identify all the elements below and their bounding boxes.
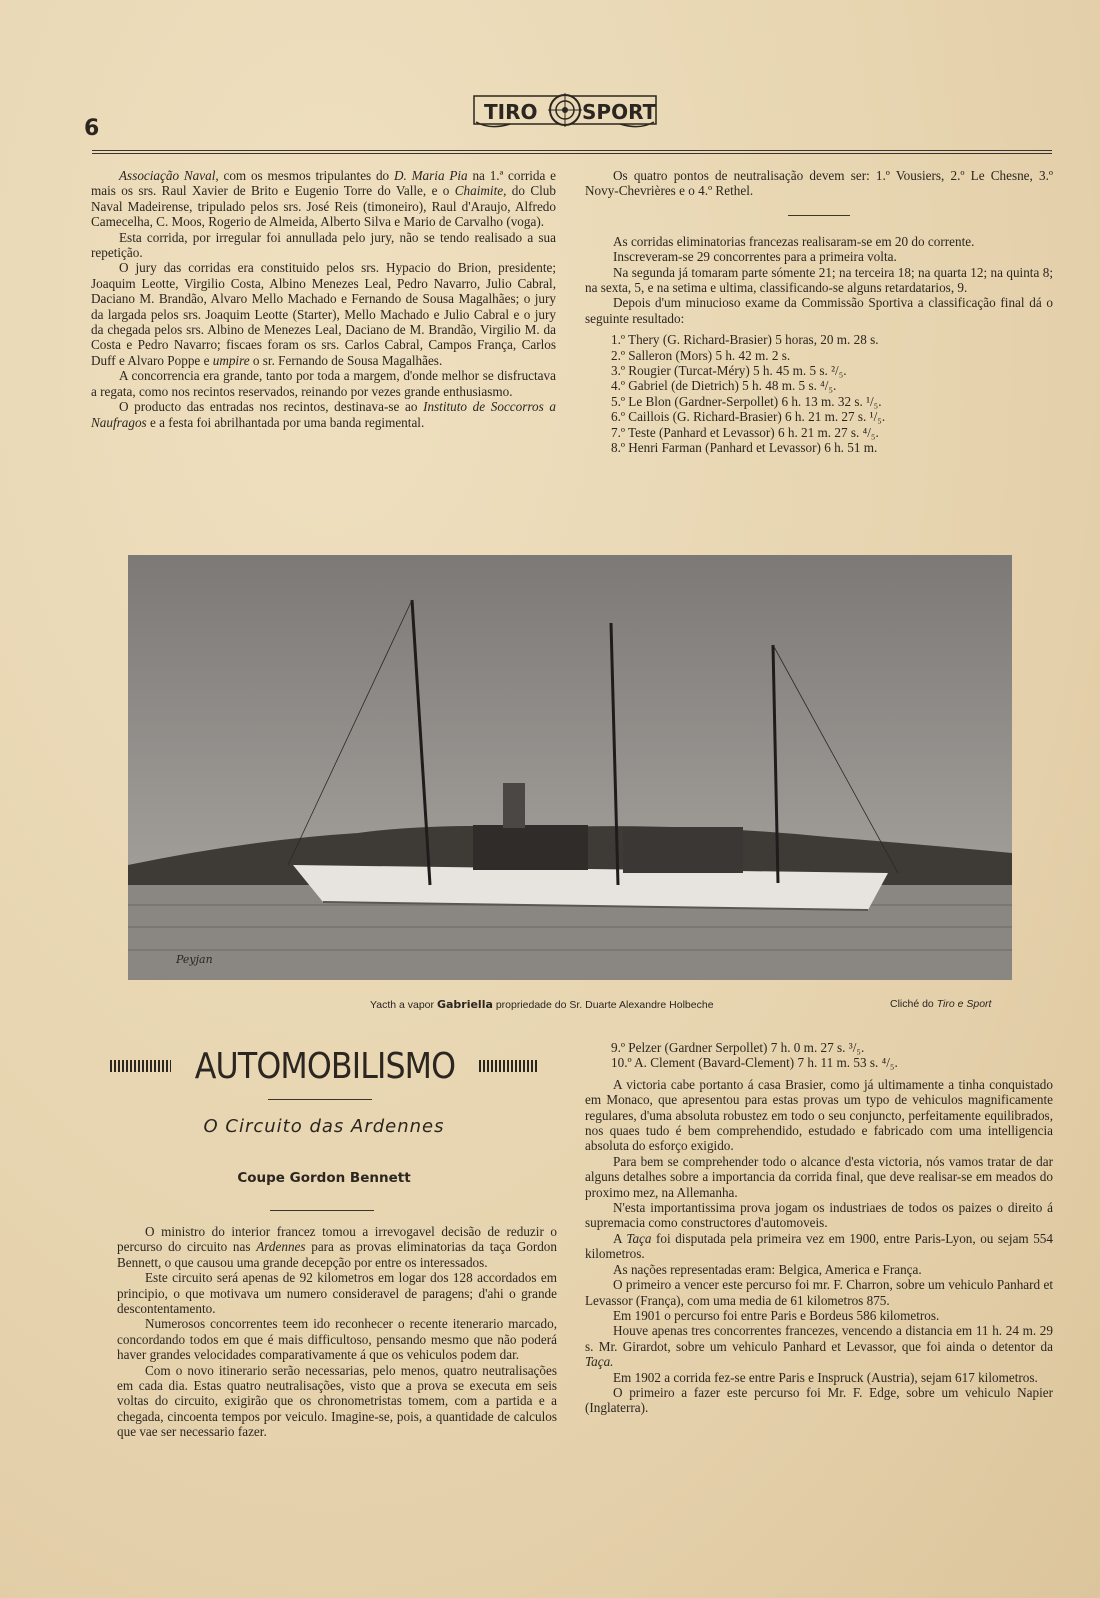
title-rule <box>268 1099 372 1100</box>
result-entry: 10.º A. Clement (Bavard-Clement) 7 h. 11 m. 53 s. ⁴/₅. <box>611 1055 898 1071</box>
paragraph: Houve apenas tres concorrentes francezes, vencendo a distancia em 11 h. 24 m. 29 s. Mr. Girardot, sobre um vehiculo Panhard et Levassor, que foi ainda o detentor da Taça. <box>585 1323 1053 1370</box>
bottom-left-column <box>117 1224 557 1440</box>
caption-prefix: Yacth a vapor <box>370 999 435 1011</box>
paragraph: O producto das entradas nos recintos, destinava-se ao Instituto de Soccorros a Naufragos e a festa foi abrilhantada por uma banda regimental. <box>91 399 556 430</box>
paragraph: Inscreveram-se 29 concorrentes para a primeira volta. <box>613 249 897 265</box>
svg-text:SPORT: SPORT <box>582 100 657 124</box>
result-entry: 2.º Salleron (Mors) 5 h. 42 m. 2 s. <box>611 347 791 363</box>
section-title: AUTOMOBILISMO <box>194 1045 456 1087</box>
credit-prefix: Cliché do <box>890 998 934 1010</box>
paragraph: Esta corrida, por irregular foi annullada pelo jury, não se tendo realisado a sua repetição. <box>91 229 556 261</box>
result-entry: 4.º Gabriel (de Dietrich) 5 h. 48 m. 5 s. ⁴/₅. <box>611 378 837 394</box>
heading-ornament-right <box>479 1060 538 1072</box>
results-list <box>611 332 1053 455</box>
paragraph: Com o novo itinerario serão necessarias, pelo menos, quatro neutralisações em cada dia. Estas quatro neutralisações, visto que a prova se executa em seis voltas do circuito, exigirão que os chronometristas tomem, com a partida e a chegada, cincoenta tempos por veiculo. Imagine-se, pois, a quantidade de calculos que vae ser necessario fazer. <box>117 1362 557 1440</box>
top-right-column <box>585 168 1053 456</box>
header-rule-2 <box>92 153 1052 154</box>
header-rule <box>92 150 1052 151</box>
paragraph: O jury das corridas era constituido pelos srs. Hypacio do Brion, presidente; Joaquim Leotte, Virgilio Costa, Albino Menezes Leal, Pedro Navarro, Julio Cabral, Daciano M. Brandão, Alvaro Mello Machado e Fernando de Sousa Magalhães; o jury da largada pelos srs. Joaquim Leotte (Starter), Mello Machado e Julio Cabral e o jury da chegada pelos srs. Albino de Menezes Leal, Daciano de M. Brandão, Virgilio M. da Costa e Pedro Navarro; fiscaes foram os srs. Carlos Cabral, Campos França, Carlos Duff e Alvaro Poppe e umpire o sr. Fernando de Sousa Magalhães. <box>91 260 556 368</box>
result-entry: 9.º Pelzer (Gardner Serpollet) 7 h. 0 m. 27 s. ³/₅. <box>611 1040 865 1055</box>
result-entry: 5.º Le Blon (Gardner-Serpollet) 6 h. 13 m. 32 s. ¹/₅. <box>611 393 882 409</box>
paragraph: Para bem se comprehender todo o alcance d'esta victoria, nós vamos tratar de dar alguns detalhes sobre a importancia da corrida final, que deve realisar-se em meados do proximo mez, na Allemanha. <box>585 1153 1053 1200</box>
paragraph: Este circuito será apenas de 92 kilometros em logar dos 128 accordados em principio, o que motivava um numero consideravel de paragens; d'ahi o grande descontentamento. <box>117 1270 557 1317</box>
paragraph: O primeiro a vencer este percurso foi mr. F. Charron, sobre um vehiculo Panhard et Levassor (França), com uma media de 61 kilometros 875. <box>585 1277 1053 1308</box>
paragraph: Associação Naval, com os mesmos tripulantes do D. Maria Pia na 1.ª corrida e mais os srs. Raul Xavier de Brito e Eugenio Torre do Valle, e o Chaimite, do Club Naval Madeirense, tripulado pelos srs. José Reis (timoneiro), Raul d'Araujo, Alfredo Camecelha, C. Moos, Rogerio de Almeida, Alberto Silva e Mario de Carvalho (voga). <box>91 168 557 230</box>
separator-rule <box>788 215 850 216</box>
paragraph: A victoria cabe portanto á casa Brasier, como já ultimamente a tinha conquistado em Monaco, que apresentou para estas provas um typo de vehiculos magnificamente regulares, d'uma absoluta robustez em todo o seu conjuncto, perfeitamente equilibrados, nos quaes tudo é bem comprehendido, estudado e fabricado com uma intelligencia absoluta do esforço exigido. <box>585 1076 1053 1154</box>
section-heading <box>110 1042 538 1090</box>
paragraph: Em 1902 a corrida fez-se entre Paris e Inspruck (Austria), sejam 617 kilometros. <box>613 1369 1038 1385</box>
result-entry: 3.º Rougier (Turcat-Méry) 5 h. 45 m. 5 s. ²/₅. <box>611 363 847 379</box>
photo-credit <box>890 998 991 1010</box>
yacht-photo <box>128 555 1012 980</box>
paragraph: Em 1901 o percurso foi entre Paris e Bordeus 586 kilometros. <box>613 1307 940 1323</box>
photo-signature: Peyjan <box>176 953 213 966</box>
results-list-continued <box>611 1040 1053 1071</box>
photo-caption <box>370 998 714 1011</box>
paragraph: Na segunda já tomaram parte sómente 21; na terceira 18; na quarta 12; na quinta 8; na sexta, 5, e na setima e ultima, classificando-se alguns retardatarios, 9. <box>585 264 1053 296</box>
result-entry: 8.º Henri Farman (Panhard et Levassor) 6 h. 51 m. <box>611 440 878 456</box>
heading-ornament-left <box>110 1060 171 1072</box>
paragraph: Numerosos concorrentes teem ido reconhecer o recente itenerario marcado, concordando todos em que é mais difficultoso, pensando mesmo que não poderá haver grandes velocidades comparativamente á que os vehiculos podem dar. <box>117 1316 557 1363</box>
result-entry: 6.º Caillois (G. Richard-Brasier) 6 h. 21 m. 27 s. ¹/₅. <box>611 409 886 425</box>
caption-suffix: propriedade do Sr. Duarte Alexandre Holbeche <box>495 999 714 1011</box>
credit-source: Tiro e Sport <box>936 998 992 1010</box>
paragraph: Depois d'um minucioso exame da Commissão Sportiva a classificação final dá o seguinte resultado: <box>585 295 1053 326</box>
article-subsubtitle: Coupe Gordon Bennett <box>237 1170 411 1186</box>
masthead-logo <box>470 88 660 132</box>
paragraph: As nações representadas eram: Belgica, America e França. <box>613 1261 922 1277</box>
paragraph: O primeiro a fazer este percurso foi Mr. F. Edge, sobre um vehiculo Napier (Inglaterra). <box>585 1384 1053 1416</box>
subtitle-rule <box>270 1210 374 1211</box>
svg-text:TIRO: TIRO <box>484 100 538 124</box>
yacht-name: Gabriella <box>436 998 493 1011</box>
top-left-column <box>91 168 556 430</box>
paragraph: A Taça foi disputada pela primeira vez em 1900, entre Paris-Lyon, ou sejam 554 kilometros. <box>585 1230 1053 1262</box>
result-entry: 7.º Teste (Panhard et Levassor) 6 h. 21 m. 27 s. ⁴/₅. <box>611 424 879 440</box>
paragraph: N'esta importantissima prova jogam os industriaes de todos os paizes o direito á supremacia como constructores d'automoveis. <box>585 1200 1053 1231</box>
neutralisation-points: Os quatro pontos de neutralisação devem ser: 1.º Vousiers, 2.º Le Chesne, 3.º Novy-Chevrières e o 4.º Rethel. <box>585 168 1053 199</box>
page-number: 6 <box>84 116 100 141</box>
paragraph: A concorrencia era grande, tanto por toda a margem, d'onde melhor se disfructava a regata, como nos recintos reservados, reinando por vezes grande enthusiasmo. <box>91 368 556 399</box>
article-subtitle: O Circuito das Ardennes <box>203 1116 445 1137</box>
paragraph: As corridas eliminatorias francezas realisaram-se em 20 do corrente. <box>613 233 975 249</box>
paragraph: O ministro do interior francez tomou a irrevogavel decisão de reduzir o percurso do circuito nas Ardennes para as provas eliminatorias da taça Gordon Bennett, o que causou uma grande decepção por entre os interessados. <box>117 1224 557 1270</box>
bottom-right-column <box>585 1040 1053 1416</box>
result-entry: 1.º Thery (G. Richard-Brasier) 5 horas, 20 m. 28 s. <box>611 332 879 348</box>
